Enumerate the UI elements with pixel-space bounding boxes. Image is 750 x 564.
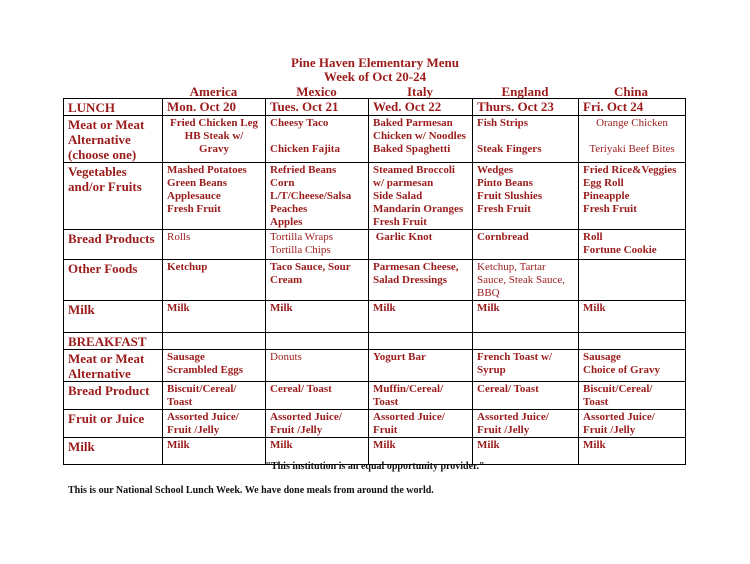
menu-cell: Milk: [579, 438, 686, 465]
menu-cell: Ketchup: [163, 260, 266, 301]
menu-cell: Roll Fortune Cookie: [579, 230, 686, 260]
menu-cell: Wedges Pinto Beans Fruit Slushies Fresh Fruit: [473, 163, 579, 230]
menu-cell: Parmesan Cheese, Salad Dressings: [369, 260, 473, 301]
menu-cell: Mashed Potatoes Green Beans Applesauce Fresh Fruit: [163, 163, 266, 230]
menu-cell: Sausage Scrambled Eggs: [163, 350, 266, 382]
menu-cell: Cheesy Taco Chicken Fajita: [266, 116, 369, 163]
breakfast-header-row: [64, 333, 686, 350]
menu-cell: Garlic Knot: [369, 230, 473, 260]
table-row: [64, 260, 686, 301]
menu-cell: [579, 260, 686, 301]
day-header-wed: Wed. Oct 22: [369, 99, 473, 116]
country-england: England: [501, 84, 549, 99]
table-row: [64, 116, 686, 163]
menu-cell: Assorted Juice/ Fruit /Jelly: [163, 410, 266, 438]
row-label-fruit-juice: Fruit or Juice: [64, 410, 163, 438]
lunch-section-label: LUNCH: [64, 99, 163, 116]
menu-title: Pine Haven Elementary Menu: [291, 55, 459, 70]
menu-cell: Muffin/Cereal/ Toast: [369, 382, 473, 410]
menu-cell: Milk: [369, 438, 473, 465]
row-label-bread-product: Bread Product: [64, 382, 163, 410]
menu-cell: Ketchup, Tartar Sauce, Steak Sauce, BBQ: [473, 260, 579, 301]
menu-cell: Milk: [163, 438, 266, 465]
menu-cell: Cereal/ Toast: [266, 382, 369, 410]
menu-cell: Refried Beans Corn L/T/Cheese/Salsa Peaches Apples: [266, 163, 369, 230]
country-italy: Italy: [407, 84, 433, 99]
menu-cell: Assorted Juice/ Fruit /Jelly: [266, 410, 369, 438]
country-america: America: [189, 84, 238, 99]
menu-cell: Biscuit/Cereal/ Toast: [163, 382, 266, 410]
row-label-milk: Milk: [64, 301, 163, 333]
row-label-bread: Bread Products: [64, 230, 163, 260]
table-row: [64, 230, 686, 260]
menu-cell: Assorted Juice/ Fruit /Jelly: [473, 410, 579, 438]
menu-cell: Fried Rice&Veggies Egg Roll Pineapple Fresh Fruit: [579, 163, 686, 230]
menu-cell: Sausage Choice of Gravy: [579, 350, 686, 382]
table-row: [64, 301, 686, 333]
menu-cell: Rolls: [163, 230, 266, 260]
country-mexico: Mexico: [296, 84, 337, 99]
day-header-tue: Tues. Oct 21: [266, 99, 369, 116]
row-label-meat: Meat or Meat Alternative (choose one): [64, 116, 163, 163]
menu-week: Week of Oct 20-24: [323, 69, 427, 84]
menu-cell: Cereal/ Toast: [473, 382, 579, 410]
menu-cell: Milk: [369, 301, 473, 333]
menu-cell: Milk: [266, 438, 369, 465]
equal-opportunity-statement: "This institution is an equal opportunity provider.": [265, 461, 485, 472]
footer-note: This is our National School Lunch Week. We have done meals from around the world.: [68, 485, 434, 496]
menu-cell: Steamed Broccoli w/ parmesan Side Salad Mandarin Oranges Fresh Fruit: [369, 163, 473, 230]
menu-cell: Baked Parmesan Chicken w/ Noodles Baked Spaghetti: [369, 116, 473, 163]
menu-cell: Orange Chicken Teriyaki Beef Bites: [579, 116, 686, 163]
menu-cell: Taco Sauce, Sour Cream: [266, 260, 369, 301]
menu-cell: Fish Strips Steak Fingers: [473, 116, 579, 163]
lunch-header-row: [64, 99, 686, 116]
row-label-breakfast-milk: Milk: [64, 438, 163, 465]
day-header-thu: Thurs. Oct 23: [473, 99, 579, 116]
row-label-other-foods: Other Foods: [64, 260, 163, 301]
menu-cell: Assorted Juice/ Fruit: [369, 410, 473, 438]
row-label-vegetables: Vegetables and/or Fruits: [64, 163, 163, 230]
menu-cell: Donuts: [266, 350, 369, 382]
menu-cell: Biscuit/Cereal/ Toast: [579, 382, 686, 410]
country-china: China: [614, 84, 648, 99]
breakfast-section-label: BREAKFAST: [64, 333, 163, 350]
menu-cell: Cornbread: [473, 230, 579, 260]
table-row: [64, 163, 686, 230]
row-label-breakfast-meat: Meat or Meat Alternative: [64, 350, 163, 382]
menu-table: [63, 98, 686, 465]
menu-cell: Assorted Juice/ Fruit /Jelly: [579, 410, 686, 438]
table-row: [64, 350, 686, 382]
menu-cell: Milk: [266, 301, 369, 333]
menu-cell: Tortilla Wraps Tortilla Chips: [266, 230, 369, 260]
menu-cell: French Toast w/ Syrup: [473, 350, 579, 382]
table-row: [64, 382, 686, 410]
menu-cell: Milk: [579, 301, 686, 333]
table-row: [64, 410, 686, 438]
menu-cell: Milk: [163, 301, 266, 333]
menu-cell: Milk: [473, 438, 579, 465]
day-header-fri: Fri. Oct 24: [579, 99, 686, 116]
menu-cell: Yogurt Bar: [369, 350, 473, 382]
day-header-mon: Mon. Oct 20: [163, 99, 266, 116]
menu-cell: Fried Chicken Leg HB Steak w/ Gravy: [163, 116, 266, 163]
menu-cell: Milk: [473, 301, 579, 333]
